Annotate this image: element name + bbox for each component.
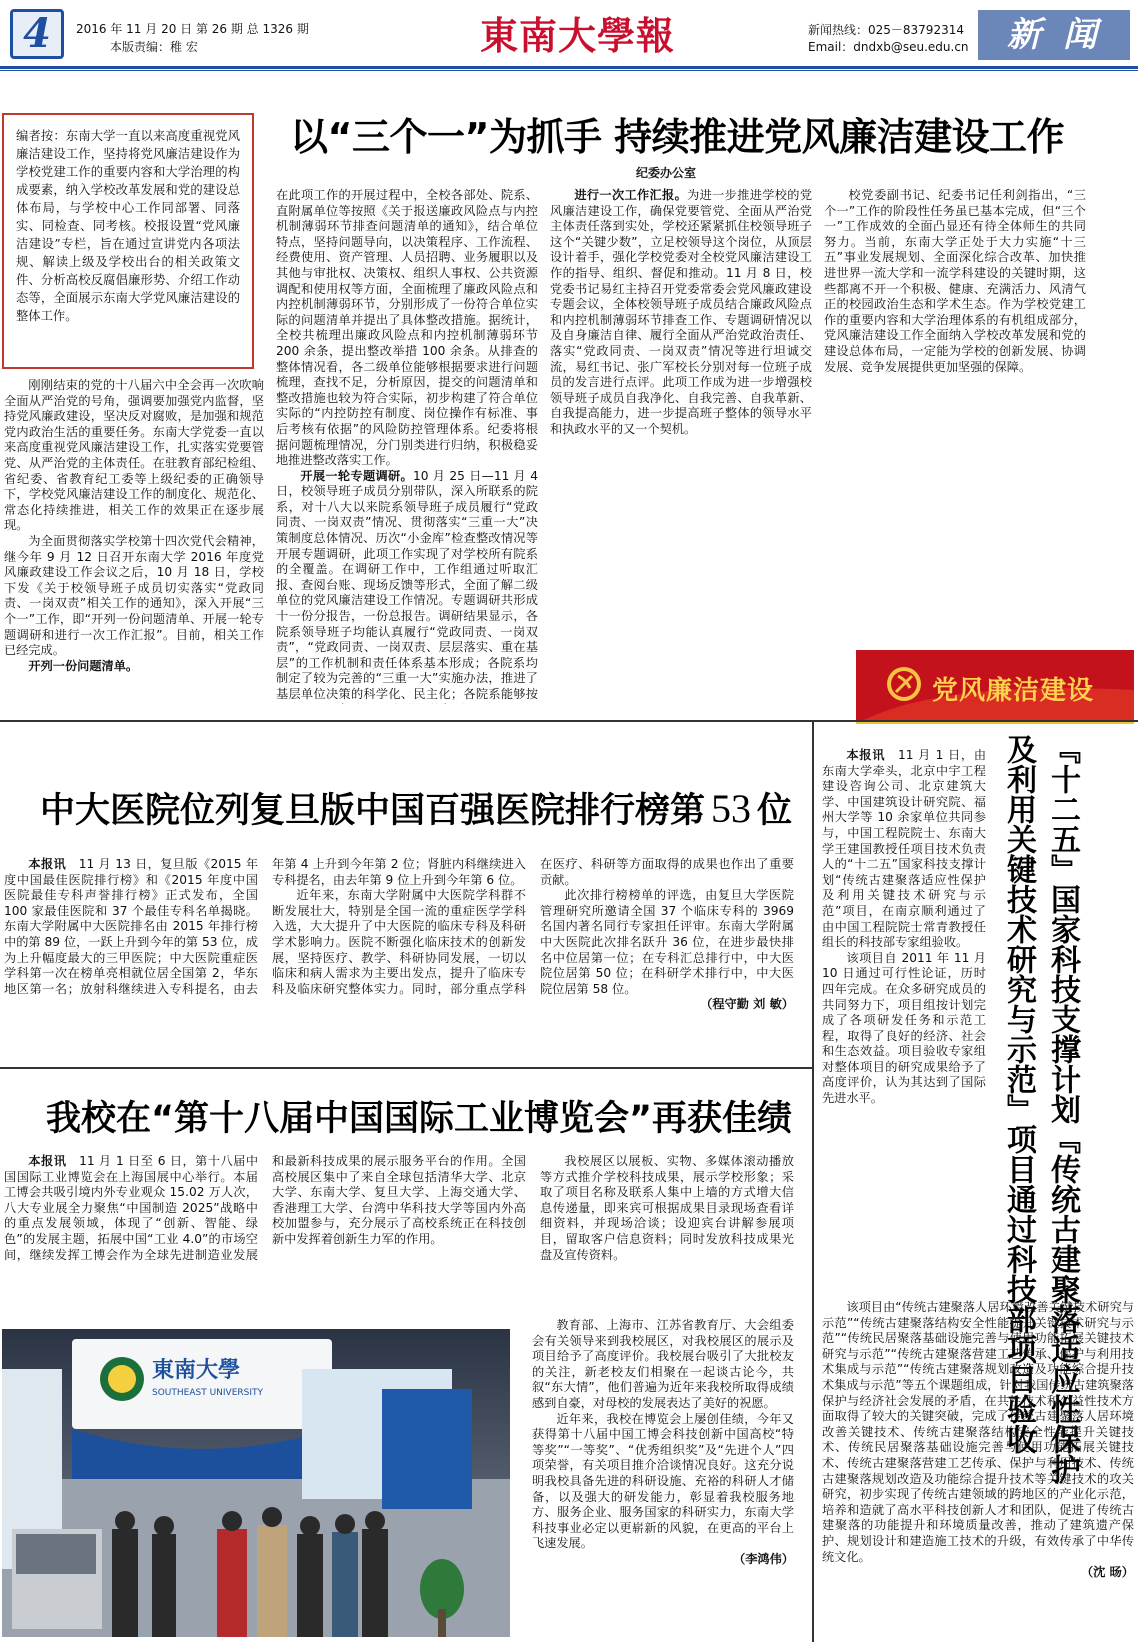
section-divider: [0, 1067, 812, 1069]
article1-col-a: [4, 378, 264, 674]
article1-col-b: [276, 188, 538, 704]
article1-byline: 纪委办公室: [636, 166, 697, 180]
article1-para: 刚刚结束的党的十八届六中全会再一次吹响全面从严治党的号角，强调要加强党内监督，坚持党风廉政建设，坚决反对腐败，是加强和规范党内政治生活的重要任务。东南大学党委一直以来高度重视党风廉洁建设工作，扎实落实党要管党、从严治党的主体责任。在驻教育部纪检组、省纪委、省教育纪工委等上级纪委的正确领导下，学校党风廉洁建设工作的制度化、规范化、常态化持续推进，相关工作的效果正在逐步展现。: [4, 378, 264, 533]
article4-para: 该项目由“传统古建聚落人居环境改善关键技术研究与示范”“传统古建聚落结构安全性能提升关键技术研究与示范”“传统民居聚落基础设施完善与使用功能拓展关键技术研究与示范”“传统古建聚落营建工艺传承、保护与利用技术集成与示范”“传统古建聚落规划改造及功能综合提升技术集成与示范”等五个课题组成，针对我国传统古建筑聚落保护与经济社会发展的矛盾，在共性技术和公益性技术方面取得了较大的关键突破，完成了传统古建聚落人居环境改善关键技术、传统古建聚落结构安全性能提升关键技术、传统民居聚落基础设施完善与使用功能拓展关键技术、传统古建聚落营建工艺传承、保护与利用技术、传统古建聚落规划改造及功能综合提升技术等关键技术的攻关研究，初步实现了传统古建领域的跨地区的产业化示范，培养和造就了高水平科技创新人才和团队，促进了传统古建聚落的功能提升和环境质量改善，推动了建筑遗产保护、规划设计和建造施工技术的升级，有效传承了中华传统文化。: [822, 1300, 1134, 1564]
editor-line: 本版责编：稚 宏: [110, 40, 198, 54]
photo-sign: 東南大學: [152, 1357, 241, 1383]
anticorruption-banner: [856, 650, 1134, 724]
article4-headline: 及利用关键技术研究与示范』项目通过科技部项目验收: [1001, 734, 1036, 1454]
emblem-icon: [100, 1357, 144, 1401]
article3-para: 本报讯 11 月 1 日至 6 日，第十八届中国国际工业博览会在上海国展中心举行。本届工博会共吸引境内外专业观众 15.02 万人次，八大专业展全力聚焦“中国制造 2025”战略中的重点发展领域，体现了“创新、智能、绿色”的发展主题，拓展中国“工业 4.0”的市场空间，继续发挥工博会作为全球先进制造业发展和最新科技成果的展示服务平台的作用。全国高校展区集中了来自全球包括清华大学、北京大学、东南大学、复旦大学、上海交通大学、香港理工大学、台湾中华科技大学等国内外高校加盟参与，充分展示了高校系统正在科技创新中发挥着创新生力军的作用。: [4, 1154, 526, 1262]
article3-body-top: [4, 1154, 794, 1320]
article2-para: 近年来，东南大学附属中大医院学科群不断发展壮大，特别是全国一流的重症医学学科入选，大大提升了中大医院的临床专科及科研学术影响力。医院不断强化临床技术的创新发展，坚持医疗、教学、科研协同发展，一切以临床和病人需求为主要出发点，提升了临床专科及临床研究整体实力。同时，部分重点学科在医疗、科研等方面取得的成果也作出了重要贡献。: [272, 857, 794, 996]
article1-headline: 以“三个一”为抓手 持续推进党风廉洁建设工作: [290, 115, 1065, 159]
article1-para: 在此项工作的开展过程中，全校各部处、院系、直附属单位等按照《关于报送廉政风险点与内控机制薄弱环节排查问题清单的通知》，结合单位特点，坚持问题导向，以决策程序、工作流程、经费使用、资产管理、人员招聘、业务履职以及其他与审批权、决策权、组织人事权、公共资源调配和使用权等方面，全面梳理了廉政风险点和内控机制薄弱环节，分别形成了一份符合单位实际的问题清单并提出了具体整改措施。据统计，全校共梳理出廉政风险点和内控机制薄弱环节 200 余条，提出整改举措 100 余条。从排查的整体情况看，各二级单位能够根据要求进行问题梳理，查找不足，分析原因，提交的问题清单和整改措施也较为符合实际，初步构建了符合单位实际的“内控防控有制度、岗位操作有标准、事后考核有依据”的风险防控管理体系。纪委将根据问题梳理情况，分门别类进行归纳，积极稳妥地推进整改落实工作。: [276, 188, 538, 468]
photo-sign-en: SOUTHEAST UNIVERSITY: [152, 1388, 263, 1398]
article4-para: 本报讯 11 月 1 日，由东南大学牵头，北京中宇工程建设咨询公司、北京建筑大学、中国建筑设计研究院、福州大学等 10 余家单位共同参与，中国工程院院士、东南大学王建国教授任项目技术负责人的“十二五”国家科技支撑计划“传统古建聚落适应性保护及利用关键技术研究与示范”项目，在南京顺利通过了由中国工程院院士常青教授任组长的科技部专家组验收。: [822, 748, 986, 950]
paper-logo: 東南大學報: [480, 13, 676, 58]
party-emblem-icon: [887, 667, 921, 701]
article1-para: 为全面贯彻落实学校第十四次党代会精神，继今年 9 月 12 日召开东南大学 2016 年度党风廉政建设工作会议之后，10 月 18 日，学校下发《关于校领导班子成员切实落实“党政同责、一岗双责”相关工作的通知》，深入开展“三个一”工作，即“开列一份问题清单、开展一轮专题调研和进行一次工作汇报”。目前，相关工作已经完成。: [4, 533, 264, 658]
article1-para: 校党委副书记、纪委书记任利剑指出，“三个一”工作的阶段性任务虽已基本完成，但“三个一”工作成效的全面凸显还有待全体师生的共同努力。当前，东南大学正处于大力实施“十三五”事业发展规划、全面深化综合改革、加快推进世界一流大学和一流学科建设的关键时期，这些都离不开一个积极、健康、充满活力、风清气正的校园政治生态和学术生态。作为学校党建工作的重要内容和大学治理体系的有机组成部分，党风廉洁建设工作全面纳入学校改革发展和党的建设总体布局，一定能为学校的创新发展、协调发展、竞争发展提供更加坚强的保障。: [824, 188, 1086, 374]
column-divider: [812, 722, 814, 1642]
article4-body-top: [822, 748, 986, 1300]
article2-para: 本报讯 11 月 13 日，复旦版《2015 年度中国最佳医院排行榜》和《2015 年度中国医院最佳专科声誉排行榜》正式发布，全国 100 家最佳医院和 37 个最佳专科名单揭晓。东南大学附属中大医院排名由 2015 年排行榜中的第 89 位，一跃上升到今年的第 53 位，成为上升幅度最大的三甲医院；中大医院重症医学科第一次在榜单亮相就位居全国第 2，华东地区第一名；放射科继续进入专科提名，由去年第 4 上升到今年第 2 位；肾脏内科继续进入专科提名，由去年第 9 位上升到今年第 6 位。: [4, 857, 526, 996]
banner-text: 党风廉洁建设: [932, 676, 1095, 706]
section-divider: [0, 720, 1138, 722]
subhead: 开展一轮专题调研。: [300, 468, 413, 483]
article4-headline: 『十二五』国家科技支撑计划『传统古建聚落适应性保护: [1045, 734, 1080, 1484]
article1-col-d: [824, 188, 1086, 640]
article1-col-c: [550, 188, 812, 704]
issue-info: [76, 20, 309, 56]
article2-body: [4, 857, 794, 1053]
contact-info: [808, 22, 969, 56]
booth-illustration: [2, 1329, 510, 1637]
date-line: 2016 年 11 月 20 日 第 26 期 总 1326 期: [76, 22, 309, 36]
article1-para: 进行一次工作汇报。为进一步推进学校的党风廉洁建设工作，确保党要管党、全面从严治党主体责任落到实处，学校还紧紧抓住校领导班子这个“关键少数”，立足校领导这个岗位，从顶层设计着手，强化学校党委对全校党风廉洁建设工作的指导、组织、督促和推动。11 月 8 日，校党委书记易红主持召开党委常委会党风廉政建设专题会议，全体校领导班子成员结合廉政风险点和内控机制薄弱环节排查工作、专题调研情况以及自身廉洁自律、履行全面从严治党政治责任、落实“党政同责、一岗双责”情况等进行坦诚交流，易红书记、张广军校长分别对每一位班子成员的发言进行点评。此项工作成为进一步增强校领导班子成员自我净化、自我完善、自我革新、自我提高能力，进一步提高班子整体的领导水平和执政水平的又一个契机。: [550, 188, 812, 436]
rank-number: 53: [711, 786, 752, 831]
article2-headline: 中大医院位列复旦版中国百强医院排行榜第 53 位: [40, 786, 793, 831]
article2-para: 此次排行榜榜单的评选，由复旦大学医院管理研究所邀请全国 37 个临床专科的 3969 名国内著名同行专家担任评审。东南大学附属中大医院此次排名跃升 36 位，在进步最快排名中位居第一位；在专科汇总排行中，中大医院位居第 50 位；在科研学术排行中，中大医院位居第 58 位。: [540, 888, 794, 996]
article3-para: 我校展区以展板、实物、多媒体滚动播放等方式推介学校科技成果，展示学校形象；采取了项目名称及联系人集中上墙的方式增大信息传递量，即来宾可根据成果目录现场查看详细资料，并现场洽谈；设迎宾台讲解参展项目，留取客户信息资料；同时发放科技成果光盘及宣传资料。: [540, 1154, 794, 1262]
article3-para: 教育部、上海市、江苏省教育厅、大会组委会有关领导来到我校展区，对我校展区的展示及项目给予了高度评价。我校展台吸引了大批校友的关注，新老校友们相聚在一起谈古论今，共叙“东大情”，他们普遍为近年来我校所取得成绩感到自豪，对母校的发展表达了美好的祝愿。: [532, 1318, 794, 1410]
article1-para: 开展一轮专题调研。10 月 25 日—11 月 4 日，校领导班子成员分别带队，深入所联系的院系，对十八大以来院系领导班子成员履行“党政同责、一岗双责”情况、贯彻落实“三重一大”决策制度总体情况、历次“小金库”检查整改情况等开展专题调研，此项工作实现了对学校所有院系的全覆盖。在调研工作中，工作组通过听取汇报、查阅台账、现场反馈等形式，全面了解二级单位的党风廉洁建设工作情况。专题调研共形成十一份分报告，一份总报告。调研结果显示，各院系领导班子均能认真履行“党政同责、一岗双责”，“党政同责、一岗双责、层层落实、重在基层”的工作机制和责任体系基本形成；各院系均制定了较为完善的“三重一大”实施办法，推进了基层单位决策的科学化、民主化；各院系能够按: [276, 468, 538, 701]
article3-body-right: [532, 1318, 794, 1640]
exhibition-photo: [2, 1329, 510, 1637]
article4-byline: （沈 旸）: [1081, 1565, 1134, 1580]
article4-body-bottom: [822, 1300, 1134, 1640]
article3-byline: （李鸿伟）: [733, 1551, 794, 1566]
article3-para: 近年来，我校在博览会上屡创佳绩，今年又获得第十八届中国工博会科技创新中国高校“特等奖”“一等奖”、“优秀组织奖”及“先进个人”四项荣誉，有关项目推介洽谈情况良好。这充分说明我校具备先进的科研设施、充裕的科研人才储备，以及强大的研发能力，彰显着我校服务地方、服务企业、服务国家的科研实力，东南大学科技事业必定以更崭新的风貌，在更高的平台上飞速发展。: [532, 1411, 794, 1551]
email: Email：dndxb@seu.edu.cn: [808, 40, 969, 54]
section-label: 新闻: [978, 10, 1130, 60]
page-number: 4: [10, 9, 64, 59]
article2-byline: （程守勤 刘 敏）: [700, 997, 794, 1012]
hotline: 新闻热线：025－83792314: [808, 23, 964, 37]
masthead-rule: [0, 66, 1138, 71]
article3-headline: 我校在“第十八届中国国际工业博览会”再获佳绩: [46, 1099, 793, 1139]
article1-para: [4, 659, 264, 675]
subhead: 进行一次工作汇报。: [574, 188, 688, 202]
editor-note: 编者按：东南大学一直以来高度重视党风廉洁建设工作，坚持将党风廉洁建设作为学校党建工作的重要内容和大学治理的构成要素，纳入学校改革发展和党的建设总体布局，与学校中心工作同部署、同落实、同检查、同考核。校报设置“党风廉洁建设”专栏，旨在通过宣讲党内各项法规、解读上级及学校出台的相关政策文件、分析高校反腐倡廉形势、介绍工作动态等，全面展示东南大学党风廉洁建设的整体工作。: [2, 113, 254, 369]
subhead: 开列一份问题清单。: [28, 658, 139, 673]
article4-para: 该项目自 2011 年 11 月 10 日通过可行性论证，历时四年完成。在众多研究成员的共同努力下，项目组按计划完成了各项研发任务和示范工程，取得了良好的经济、社会和生态效益。项目验收专家组对整体项目的研究成果给予了高度评价，认为其达到了国际先进水平。: [822, 950, 986, 1106]
